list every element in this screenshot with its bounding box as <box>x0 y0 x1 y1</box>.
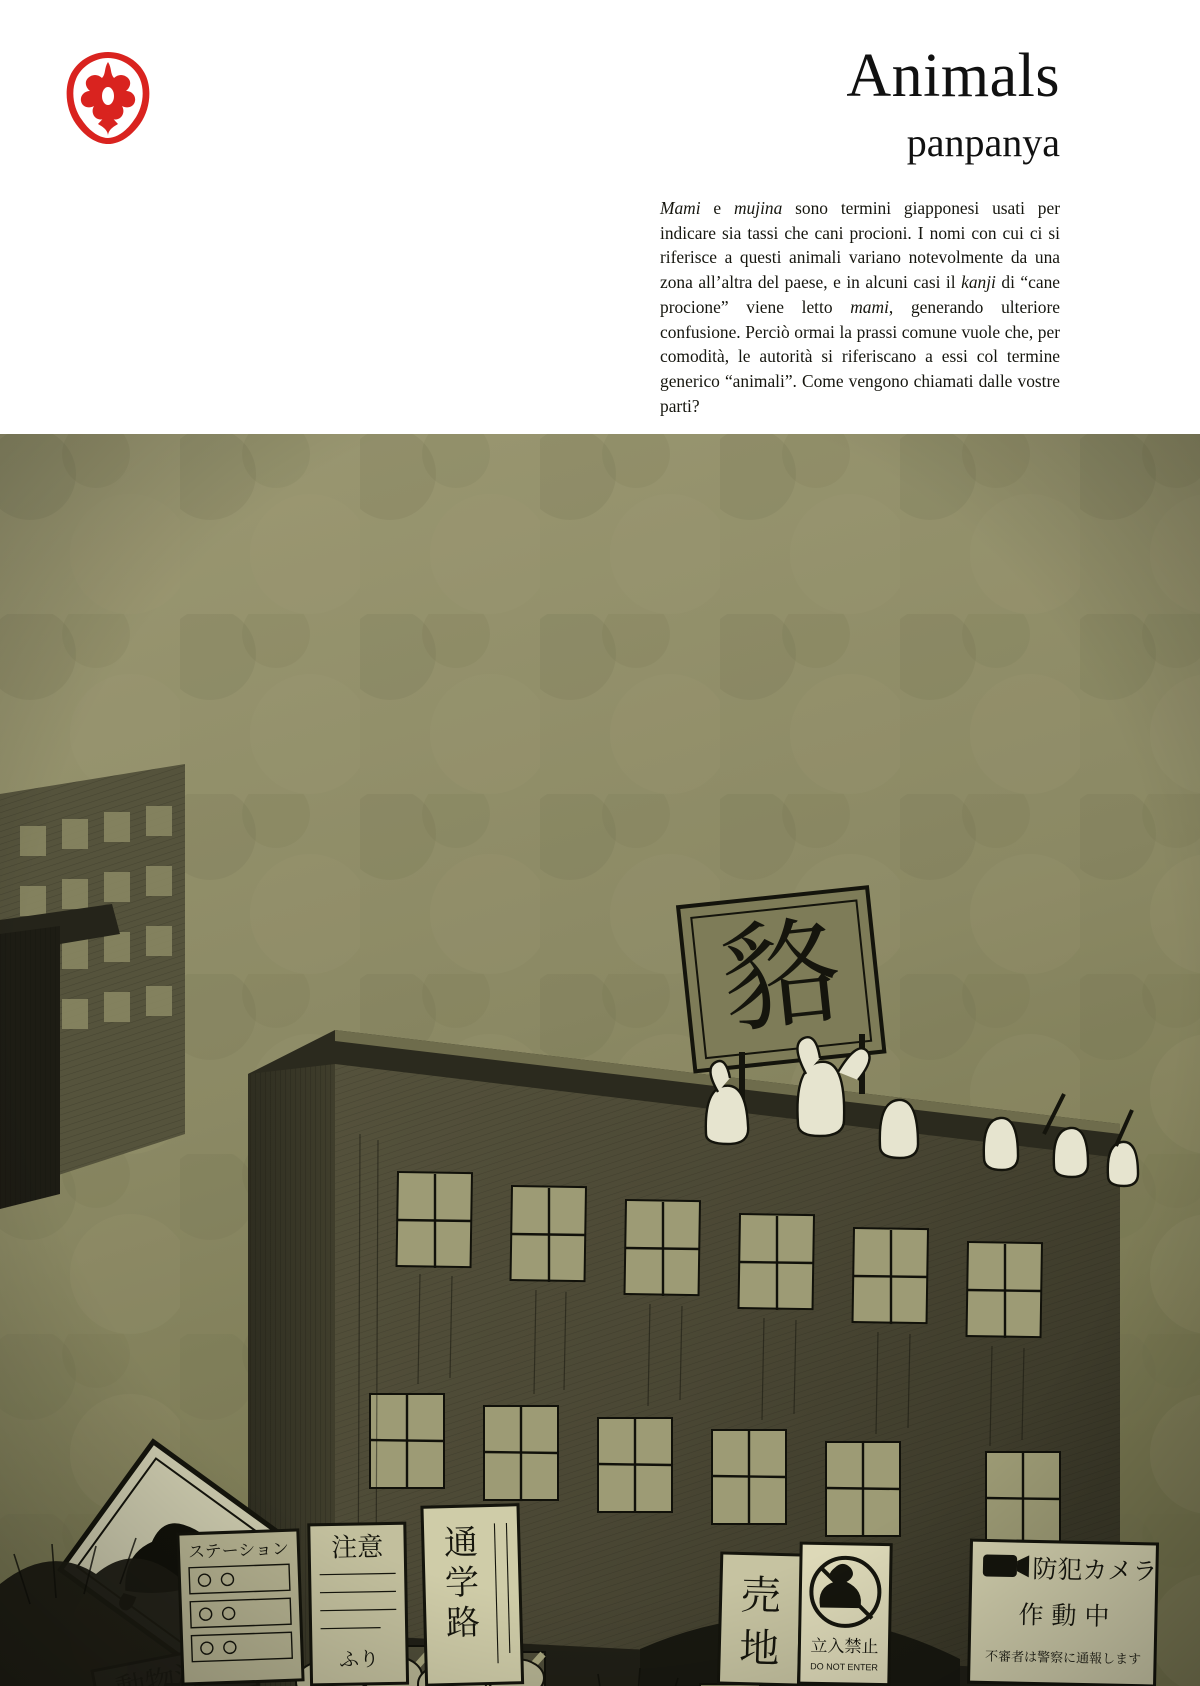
cover-illustration <box>0 434 1200 1686</box>
cover-header <box>0 0 1200 434</box>
title-block <box>420 44 1060 167</box>
blurb-text: Mami e mujina sono termini giapponesi usati per indicare sia tassi che cani procioni. I nomi con cui ci si riferisce a questi animali variano notevolmente da una zona all’altra del paese, e in alcuni casi il kanji di “cane procione” viene letto mami, generando ulteriore confusione. Perciò ormai la prassi comune vuole che, per comodità, le autorità si riferiscano a essi col termine generico “animali”. Come vengono chiamati dalle vostre parti? <box>660 198 1060 416</box>
back-cover-blurb <box>660 196 1060 418</box>
book-author: panpanya <box>906 120 1060 166</box>
book-title: Animals <box>846 42 1060 110</box>
publisher-logo-icon <box>58 48 158 148</box>
